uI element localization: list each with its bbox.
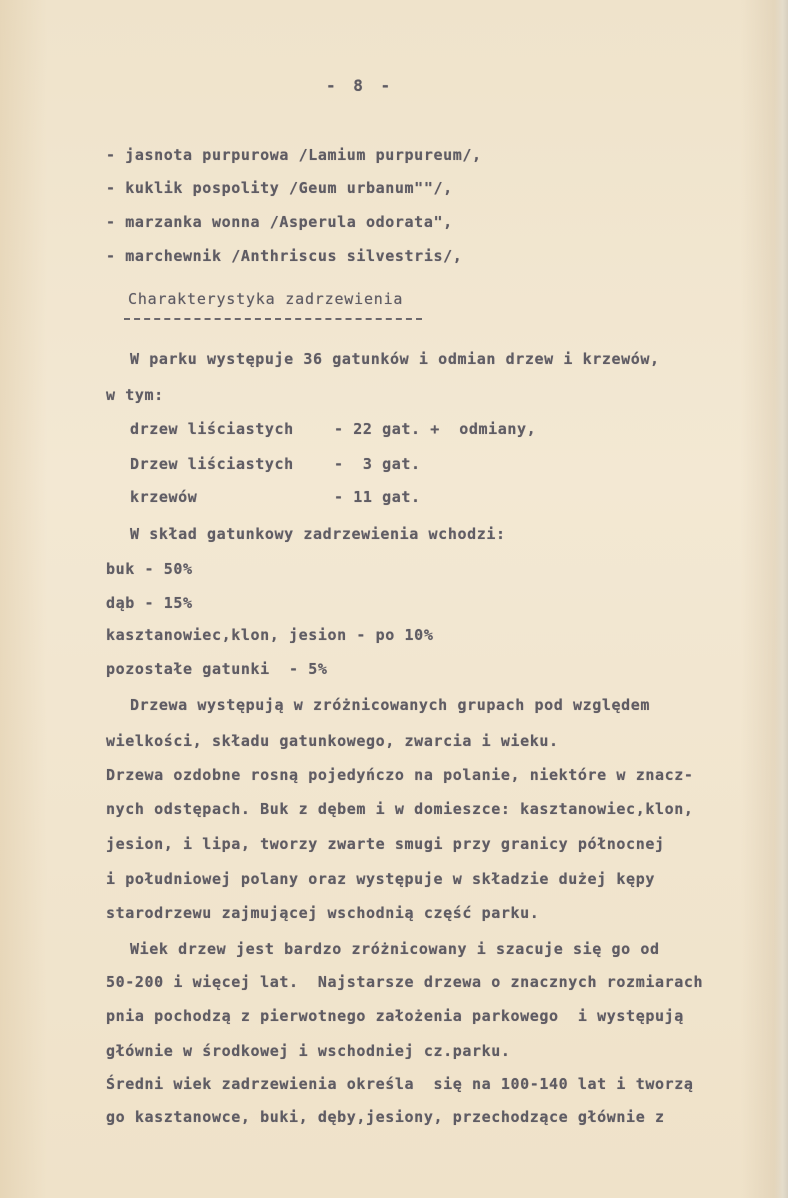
page-number: - 8 -: [326, 76, 395, 95]
composition-item: pozostałe gatunki - 5%: [106, 660, 328, 678]
composition-item: dąb - 15%: [106, 594, 193, 612]
heading-underline: [124, 318, 422, 320]
count-label: krzewów: [130, 488, 198, 506]
count-label: drzew liściastych: [130, 420, 294, 438]
paragraph-line: wielkości, składu gatunkowego, zwarcia i wieku.: [106, 732, 559, 750]
paragraph-line: Wiek drzew jest bardzo zróżnicowany i szacuje się go od: [130, 940, 660, 958]
page-edge: [774, 0, 788, 1198]
paragraph-line: głównie w środkowej i wschodniej cz.parku.: [106, 1042, 511, 1060]
paragraph-line: i południowej polany oraz występuje w składzie dużej kępy: [106, 870, 655, 888]
section-heading: Charakterystyka zadrzewienia: [128, 290, 404, 308]
bullet-item: - jasnota purpurowa /Lamium purpureum/,: [106, 146, 482, 164]
count-value: - 11 gat.: [334, 488, 421, 506]
paragraph-line: pnia pochodzą z pierwotnego założenia parkowego i występują: [106, 1007, 684, 1025]
bullet-item: - marchewnik /Anthriscus silvestris/,: [106, 247, 463, 265]
bullet-item: - kuklik pospolity /Geum urbanum""/,: [106, 179, 453, 197]
intro-line: w tym:: [106, 386, 164, 404]
bullet-item: - marzanka wonna /Asperula odorata",: [106, 213, 453, 231]
paragraph-line: Drzewa ozdobne rosną pojedyńczo na polanie, niektóre w znacz-: [106, 766, 694, 784]
paragraph-line: starodrzewu zajmującej wschodnią część parku.: [106, 904, 540, 922]
count-value: - 22 gat. + odmiany,: [334, 420, 537, 438]
composition-item: kasztanowiec,klon, jesion - po 10%: [106, 626, 434, 644]
composition-intro: W skład gatunkowy zadrzewienia wchodzi:: [130, 525, 506, 543]
count-value: - 3 gat.: [334, 455, 421, 473]
composition-item: buk - 50%: [106, 560, 193, 578]
paragraph-line: Średni wiek zadrzewienia określa się na 100-140 lat i tworzą: [106, 1075, 694, 1093]
paragraph-line: jesion, i lipa, tworzy zwarte smugi przy granicy północnej: [106, 835, 665, 853]
paragraph-line: 50-200 i więcej lat. Najstarsze drzewa o znacznych rozmiarach: [106, 973, 704, 991]
paragraph-line: nych odstępach. Buk z dębem i w domieszce: kasztanowiec,klon,: [106, 800, 694, 818]
count-label: Drzew liściastych: [130, 455, 294, 473]
intro-line: W parku występuje 36 gatunków i odmian drzew i krzewów,: [130, 350, 660, 368]
paragraph-line: go kasztanowce, buki, dęby,jesiony, przechodzące głównie z: [106, 1108, 665, 1126]
paragraph-line: Drzewa występują w zróżnicowanych grupach pod względem: [130, 696, 651, 714]
